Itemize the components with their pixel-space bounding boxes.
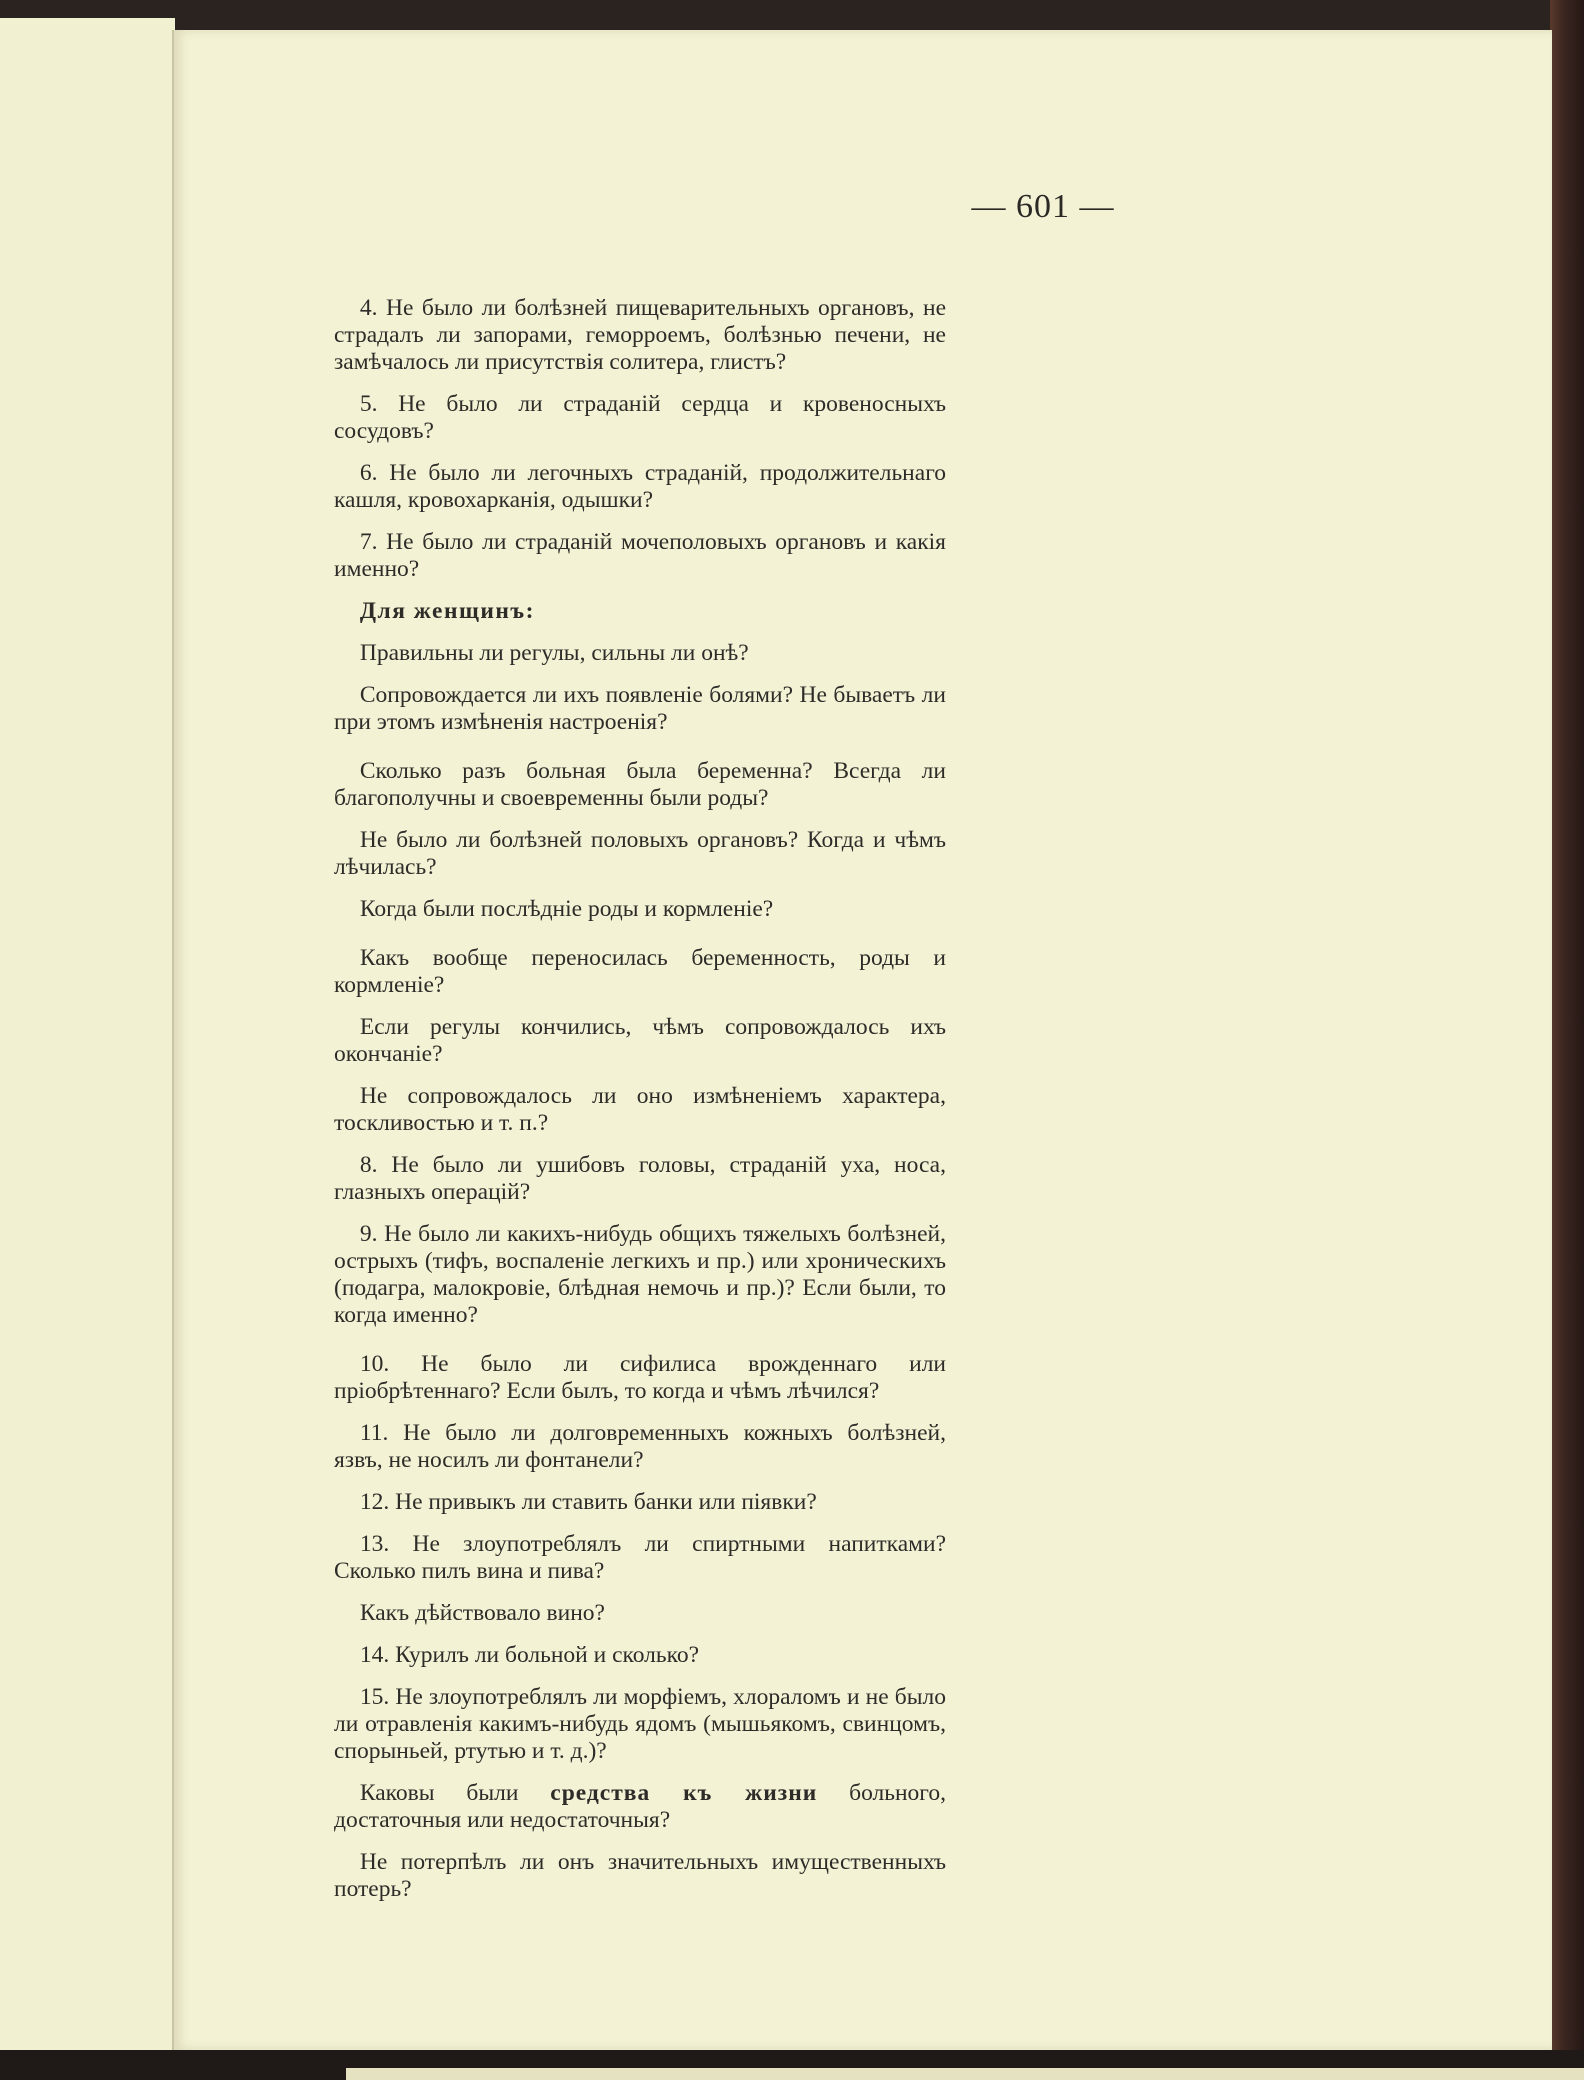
question-13: 13. Не злоупотреблялъ ли спиртными напитками? Сколько пилъ вина и пива?	[334, 1531, 946, 1584]
means-question-start: Каковы были	[359, 1780, 551, 1806]
page-bottom-strip	[346, 2068, 1584, 2080]
question-5: 5. Не было ли страданій сердца и кровеносныхъ сосудовъ?	[334, 391, 946, 444]
question-14: 14. Курилъ ли больной и сколько?	[359, 1642, 700, 1668]
question-7: 7. Не было ли страданій мочеполовыхъ органовъ и какія именно?	[334, 529, 946, 582]
question-10: 10. Не было ли сифилиса врожденнаго или пріобрѣтеннаго? Если былъ, то когда и чѣмъ лѣчился?	[334, 1351, 946, 1404]
question-9: 9. Не было ли какихъ-нибудь общихъ тяжелыхъ болѣзней, острыхъ (тифъ, воспаленіе легкихъ и пр.) или хроническихъ (подагра, малокровіе, блѣдная немочь и пр.)? Если были, то когда именно?	[334, 1221, 946, 1328]
means-question-emphasis: средства къ жизни	[550, 1780, 818, 1806]
question-15: 15. Не злоупотреблялъ ли морфіемъ, хлораломъ и не было ли отравленія какимъ-нибудь ядомъ (мышьякомъ, свинцомъ, спорыньей, ртутью и т. д.)?	[334, 1684, 946, 1764]
means-question-end: больного, достаточныя или недостаточныя?	[334, 1780, 946, 1833]
page-content	[334, 295, 946, 1918]
question-11: 11. Не было ли долговременныхъ кожныхъ болѣзней, язвъ, не носилъ ли фонтанели?	[334, 1420, 946, 1473]
women-question: Не было ли болѣзней половыхъ органовъ? Когда и чѣмъ лѣчилась?	[334, 827, 946, 880]
means-of-living-question	[334, 1780, 946, 1834]
page-header	[174, 188, 1552, 226]
women-question: Сколько разъ больная была беременна? Всегда ли благополучны и своевременны были роды?	[334, 758, 946, 811]
wine-question: Какъ дѣйствовало вино?	[359, 1600, 605, 1626]
women-question: Если регулы кончились, чѣмъ сопровождалось ихъ окончаніе?	[334, 1014, 946, 1067]
page-number: — 601 —	[971, 188, 1115, 225]
question-6: 6. Не было ли легочныхъ страданій, продолжительнаго кашля, кровохарканія, одышки?	[334, 460, 946, 513]
property-loss-question: Не потерпѣлъ ли онъ значительныхъ имущественныхъ потерь?	[334, 1849, 946, 1902]
women-section-heading: Для женщинъ:	[359, 598, 535, 624]
book-cover-edge	[1550, 0, 1584, 2050]
question-8: 8. Не было ли ушибовъ головы, страданій уха, носа, глазныхъ операцій?	[334, 1152, 946, 1205]
women-question: Сопровождается ли ихъ появленіе болями? Не бываетъ ли при этомъ измѣненія настроенія?	[334, 682, 946, 735]
women-question: Не сопровождалось ли оно измѣненіемъ характера, тоскливостью и т. п.?	[334, 1083, 946, 1136]
question-4: 4. Не было ли болѣзней пищеварительныхъ органовъ, не страдалъ ли запорами, геморроемъ, болѣзнью печени, не замѣчалось ли присутствія солитера, глистъ?	[334, 295, 946, 375]
document-page	[172, 30, 1552, 2050]
women-question: Когда были послѣдніе роды и кормленіе?	[359, 896, 774, 922]
previous-leaf-edge	[0, 18, 175, 2050]
women-question: Какъ вообще переносилась беременность, роды и кормленіе?	[334, 945, 946, 998]
women-question: Правильны ли регулы, сильны ли онѣ?	[359, 640, 749, 666]
question-12: 12. Не привыкъ ли ставить банки или піявки?	[359, 1489, 817, 1515]
